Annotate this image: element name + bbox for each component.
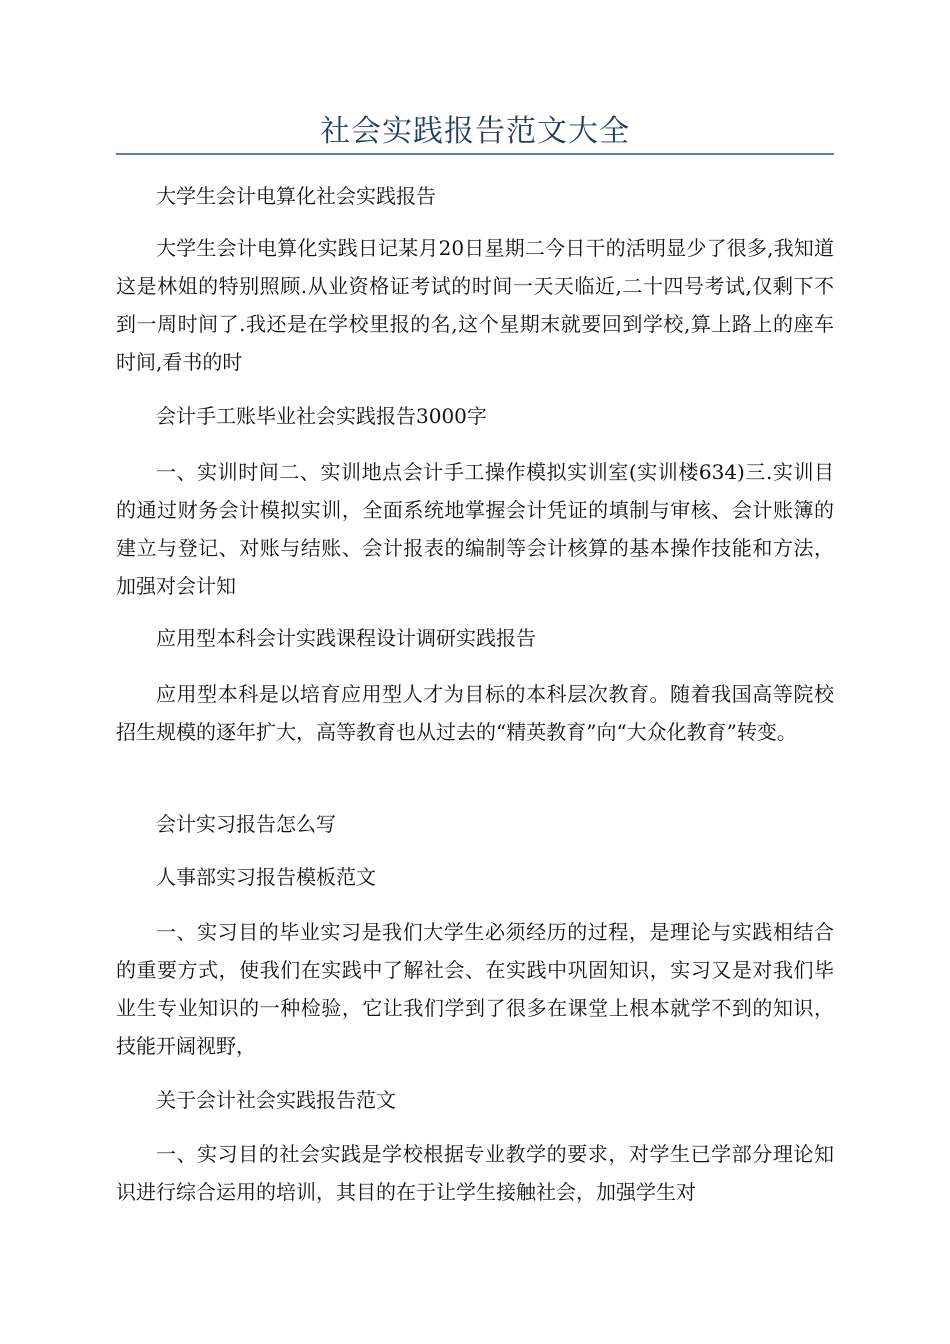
heading-paragraph: 人事部实习报告模板范文	[156, 865, 376, 889]
document-title: 社会实践报告范文大全	[320, 114, 630, 149]
heading-paragraph: 会计实习报告怎么写	[156, 812, 336, 836]
body-paragraph: 一、实习目的社会实践是学校根据专业教学的要求，对学生已学部分理论知识进行综合运用的培训，其目的在于让学生接触社会，加强学生对	[116, 1142, 834, 1204]
heading-paragraph: 关于会计社会实践报告范文	[156, 1088, 396, 1112]
heading-paragraph: 应用型本科会计实践课程设计调研实践报告	[156, 626, 536, 650]
body-paragraph: 应用型本科是以培育应用型人才为目标的本科层次教育。随着我国高等院校招生规模的逐年扩大，高等教育也从过去的“精英教育”向“大众化教育”转变。	[116, 682, 834, 744]
heading-paragraph: 大学生会计电算化社会实践报告	[156, 184, 436, 208]
heading-paragraph: 会计手工账毕业社会实践报告3000字	[156, 404, 487, 428]
body-paragraph: 一、实习目的毕业实习是我们大学生必须经历的过程，是理论与实践相结合的重要方式，使我们在实践中了解社会、在实践中巩固知识，实习又是对我们毕业生专业知识的一种检验，它让我们学到了很多在课堂上根本就学不到的知识，技能开阔视野，	[116, 920, 834, 1058]
body-paragraph: 大学生会计电算化实践日记某月20日星期二今日干的活明显少了很多,我知道这是林姐的特别照顾.从业资格证考试的时间一天天临近,二十四号考试,仅剩下不到一周时间了.我还是在学校里报的名,这个星期末就要回到学校,算上路上的座车时间,看书的时	[116, 236, 834, 374]
body-paragraph: 一、实训时间二、实训地点会计手工操作模拟实训室(实训楼634)三.实训目的通过财务会计模拟实训，全面系统地掌握会计凭证的填制与审核、会计账簿的建立与登记、对账与结账、会计报表的编制等会计核算的基本操作技能和方法，加强对会计知	[116, 460, 834, 598]
title-underline-divider	[116, 153, 834, 155]
